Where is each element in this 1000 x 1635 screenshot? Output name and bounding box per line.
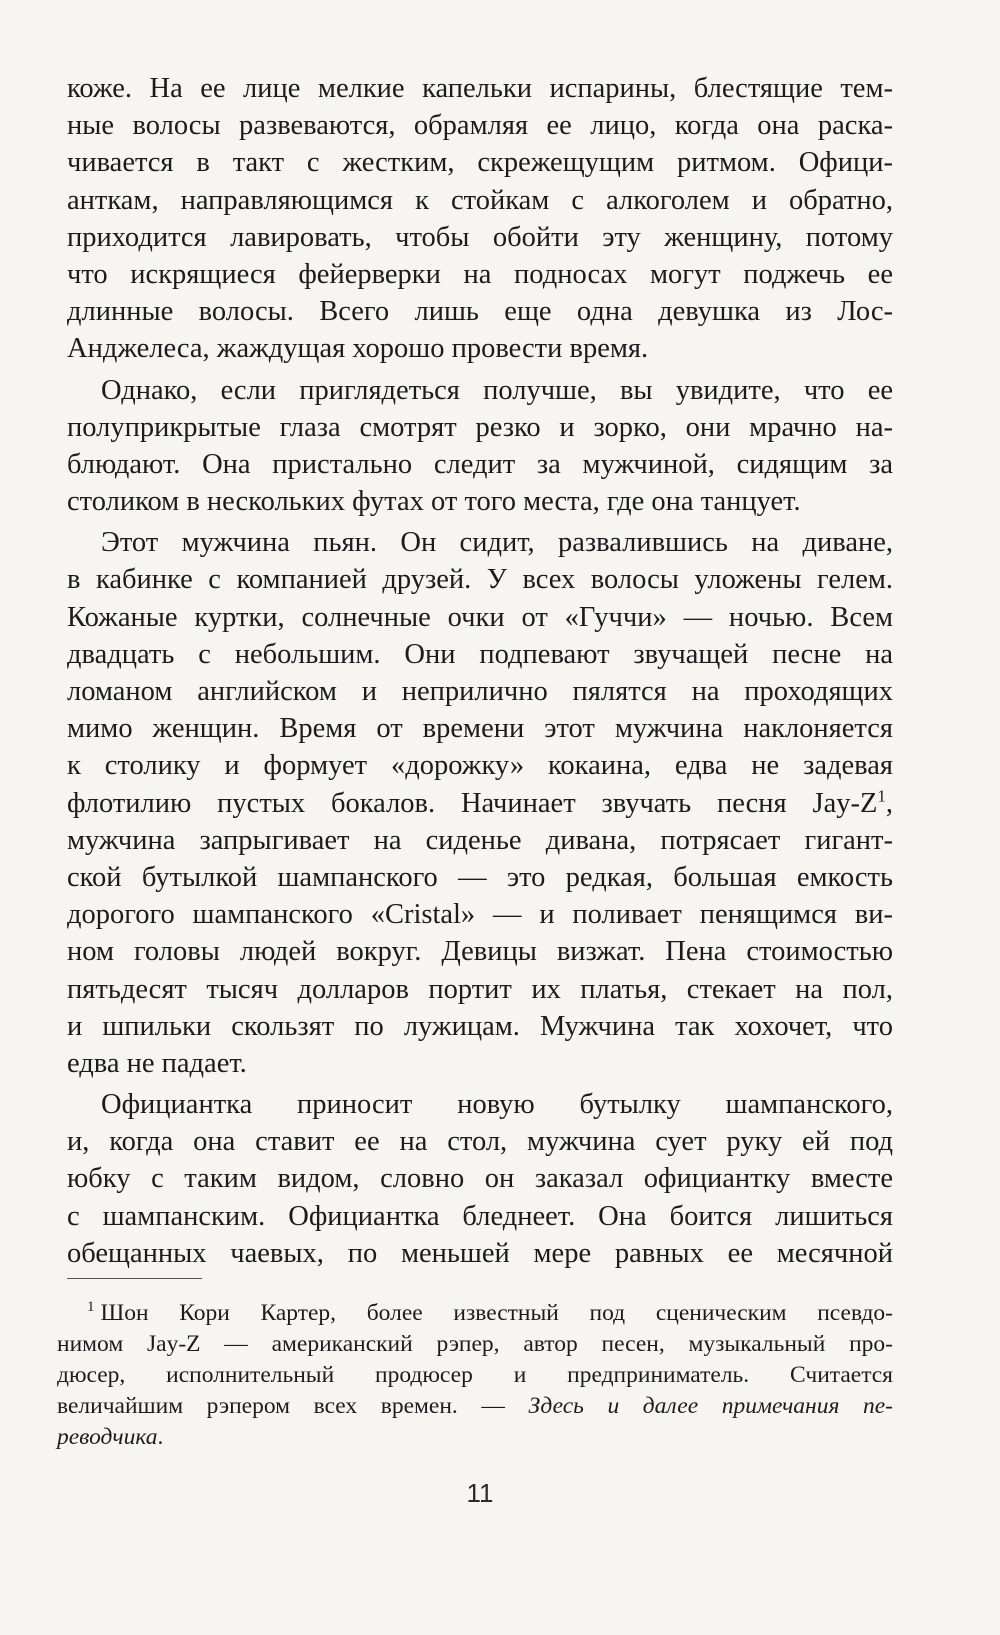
text-segment: Шон Кори Картер, более известный под сценическим псевдо- (100, 1300, 893, 1326)
main-text (67, 70, 893, 1276)
text-line: чивается в такт с жестким, скрежещущим ритмом. Офици- (67, 147, 893, 179)
text-line: Однако, если приглядеться получше, вы увидите, что ее (101, 374, 893, 406)
italic-segment: Здесь и далее примечания пе- (528, 1393, 893, 1419)
paragraph-4 (67, 1086, 893, 1272)
text-line: мимо женщин. Время от времени этот мужчина наклоняется (67, 713, 893, 745)
paragraph-1 (67, 70, 893, 368)
text-segment: . (157, 1424, 164, 1450)
text-line: Анджелеса, жаждущая хорошо провести время. (67, 333, 649, 365)
text-segment: величайшим рэпером всех времен. — (57, 1393, 529, 1419)
text-line: Официантка приносит новую бутылку шампанского, (101, 1089, 893, 1121)
text-line: анткам, направляющимся к стойкам с алкоголем и обратно, (67, 184, 893, 216)
text-line: пятьдесят тысяч долларов портит их платья, стекает на пол, (67, 973, 893, 1005)
text-line: двадцать с небольшим. Они подпевают звучащей песне на (67, 638, 893, 670)
text-line: к столику и формует «дорожку» кокаина, едва не задевая (67, 750, 893, 782)
text-line: и шпильки скользят по лужицам. Мужчина так хохочет, что (67, 1010, 893, 1042)
footnote-divider (67, 1278, 202, 1279)
text-line: ломаном английском и неприлично пялятся на проходящих (67, 676, 893, 707)
text-line: Этот мужчина пьян. Он сидит, развалившись на диване, (101, 527, 893, 559)
text-line: ской бутылкой шампанского — это редкая, большая емкость (67, 861, 893, 893)
paragraph-3 (67, 524, 893, 1082)
text-line: и, когда она ставит ее на стол, мужчина сует руку ей под (67, 1126, 893, 1158)
text-line: дорогого шампанского «Cristal» — и поливает пенящимся ви- (67, 899, 893, 931)
text-line: блюдают. Она пристально следит за мужчиной, сидящим за (67, 448, 893, 480)
text-line: полуприкрытые глаза смотрят резко и зорко, они мрачно на- (67, 411, 893, 443)
text-line: с шампанским. Официантка бледнеет. Она боится лишиться (67, 1200, 893, 1232)
footnote-line: нимом Jay-Z — американский рэпер, автор песен, музыкальный про- (57, 1331, 893, 1357)
text-line: мужчина запрыгивает на сиденье дивана, потрясает гигант- (67, 824, 893, 856)
text-line: приходится лавировать, чтобы обойти эту женщину, потому (67, 221, 893, 253)
text-segment: , (885, 787, 893, 819)
text-line: Кожаные куртки, солнечные очки от «Гуччи» — ночью. Всем (67, 601, 893, 633)
page-number: 11 (466, 1478, 494, 1508)
footnote-reference[interactable]: 1 (877, 786, 886, 806)
text-line: ные волосы развеваются, обрамляя ее лицо, когда она раска- (67, 110, 893, 142)
footnote-line (57, 1298, 893, 1329)
footnote (57, 1298, 893, 1453)
italic-segment: реводчика (57, 1424, 158, 1450)
text-segment: флотилию пустых бокалов. Начинает звучать песня Jay-Z (67, 787, 878, 819)
text-line: юбку с таким видом, словно он заказал официантку вместе (67, 1163, 893, 1195)
text-line: что искрящиеся фейерверки на подносах могут поджечь ее (67, 258, 893, 290)
footnote-number: 1 (87, 1299, 95, 1316)
text-line: столиком в нескольких футах от того места, где она танцует. (67, 486, 801, 518)
text-line: коже. На ее лице мелкие капельки испарины, блестящие тем- (67, 73, 893, 104)
footnote-line (57, 1422, 893, 1453)
text-line: обещанных чаевых, по меньшей мере равных ее месячной (67, 1237, 893, 1269)
footnote-line (57, 1391, 893, 1422)
paragraph-2 (67, 372, 893, 521)
text-line: длинные волосы. Всего лишь еще одна девушка из Лос- (67, 296, 893, 328)
text-line: едва не падает. (67, 1047, 247, 1079)
text-line: ном головы людей вокруг. Девицы визжат. Пена стоимостью (67, 936, 893, 968)
text-line-with-footnote-ref (67, 785, 893, 822)
text-line: в кабинке с компанией друзей. У всех волосы уложены гелем. (67, 564, 893, 596)
footnote-line: дюсер, исполнительный продюсер и предприниматель. Считается (57, 1362, 893, 1388)
